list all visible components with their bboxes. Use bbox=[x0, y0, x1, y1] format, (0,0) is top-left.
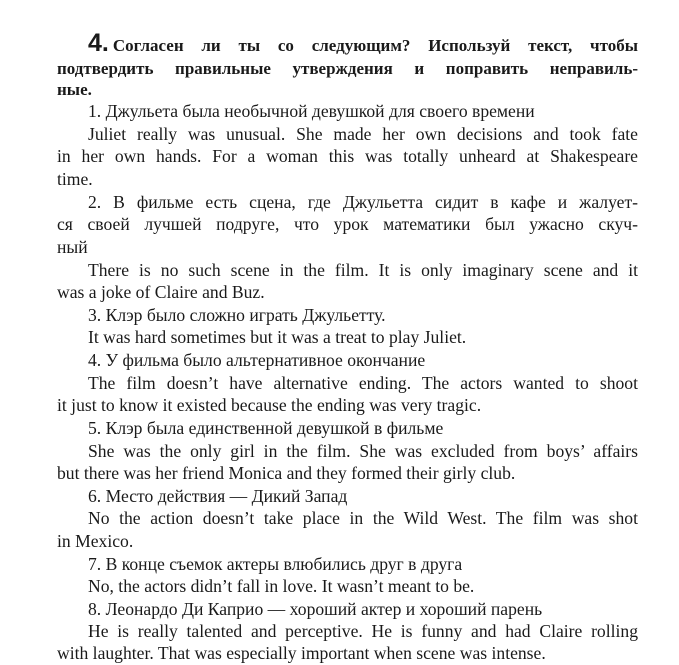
item-3-statement: 3. Клэр было сложно играть Джульетту. bbox=[88, 305, 386, 325]
exercise-heading-line-2: подтвердить правильные утверждения и поправить неправиль- bbox=[57, 59, 638, 78]
item-2-statement: ся своей лучшей подруге, что урок математики был ужасно скуч- bbox=[57, 214, 638, 234]
item-3-answer-line: It was hard sometimes but it was a treat to play Juliet. bbox=[88, 327, 467, 347]
item-6-answer-line: No the action doesn’t take place in the Wild West. The film was shot bbox=[88, 508, 638, 528]
item-8-answer-line: with laughter. That was especially important when scene was intense. bbox=[57, 643, 546, 663]
item-5-answer-line: She was the only girl in the film. She was excluded from boys’ affairs bbox=[88, 441, 638, 461]
item-4-statement: 4. У фильма было альтернативное окончание bbox=[88, 350, 426, 370]
item-4-answer-line: it just to know it existed because the ending was very tragic. bbox=[57, 395, 482, 415]
item-5-answer-line: but there was her friend Monica and they formed their girly club. bbox=[57, 463, 516, 483]
item-2-statement: 2. В фильме есть сцена, где Джульетта сидит в кафе и жалует- bbox=[88, 192, 638, 212]
item-7-statement: 7. В конце съемок актеры влюбились друг в друга bbox=[88, 554, 463, 574]
item-6-answer-line: in Mexico. bbox=[57, 531, 134, 551]
item-2-statement: ный bbox=[57, 237, 88, 257]
item-1-answer-line: in her own hands. For a woman this was totally unheard at Shakespeare bbox=[57, 146, 638, 166]
item-1-answer-line: time. bbox=[57, 169, 93, 189]
item-1-answer-line: Juliet really was unusual. She made her own decisions and took fate bbox=[88, 124, 638, 144]
exercise-number: 4. bbox=[88, 29, 109, 57]
item-1-statement: 1. Джульета была необычной девушкой для своего времени bbox=[88, 101, 535, 121]
exercise-heading-line-3: ные. bbox=[57, 80, 92, 99]
exercise-heading-line-1 bbox=[88, 30, 638, 56]
item-8-answer-line: He is really talented and perceptive. He is funny and had Claire rolling bbox=[88, 621, 638, 641]
item-7-answer-line: No, the actors didn’t fall in love. It wasn’t meant to be. bbox=[88, 576, 475, 596]
item-6-statement: 6. Место действия — Дикий Запад bbox=[88, 486, 348, 506]
item-2-answer-line: There is no such scene in the film. It is only imaginary scene and it bbox=[88, 260, 638, 280]
item-2-answer-line: was a joke of Claire and Buz. bbox=[57, 282, 265, 302]
item-8-statement: 8. Леонардо Ди Каприо — хороший актер и хороший парень bbox=[88, 599, 543, 619]
item-4-answer-line: The film doesn’t have alternative ending. The actors wanted to shoot bbox=[88, 373, 638, 393]
exercise-instruction: Согласен ли ты со следующим? Используй текст, чтобы bbox=[112, 36, 638, 55]
item-5-statement: 5. Клэр была единственной девушкой в фильме bbox=[88, 418, 444, 438]
